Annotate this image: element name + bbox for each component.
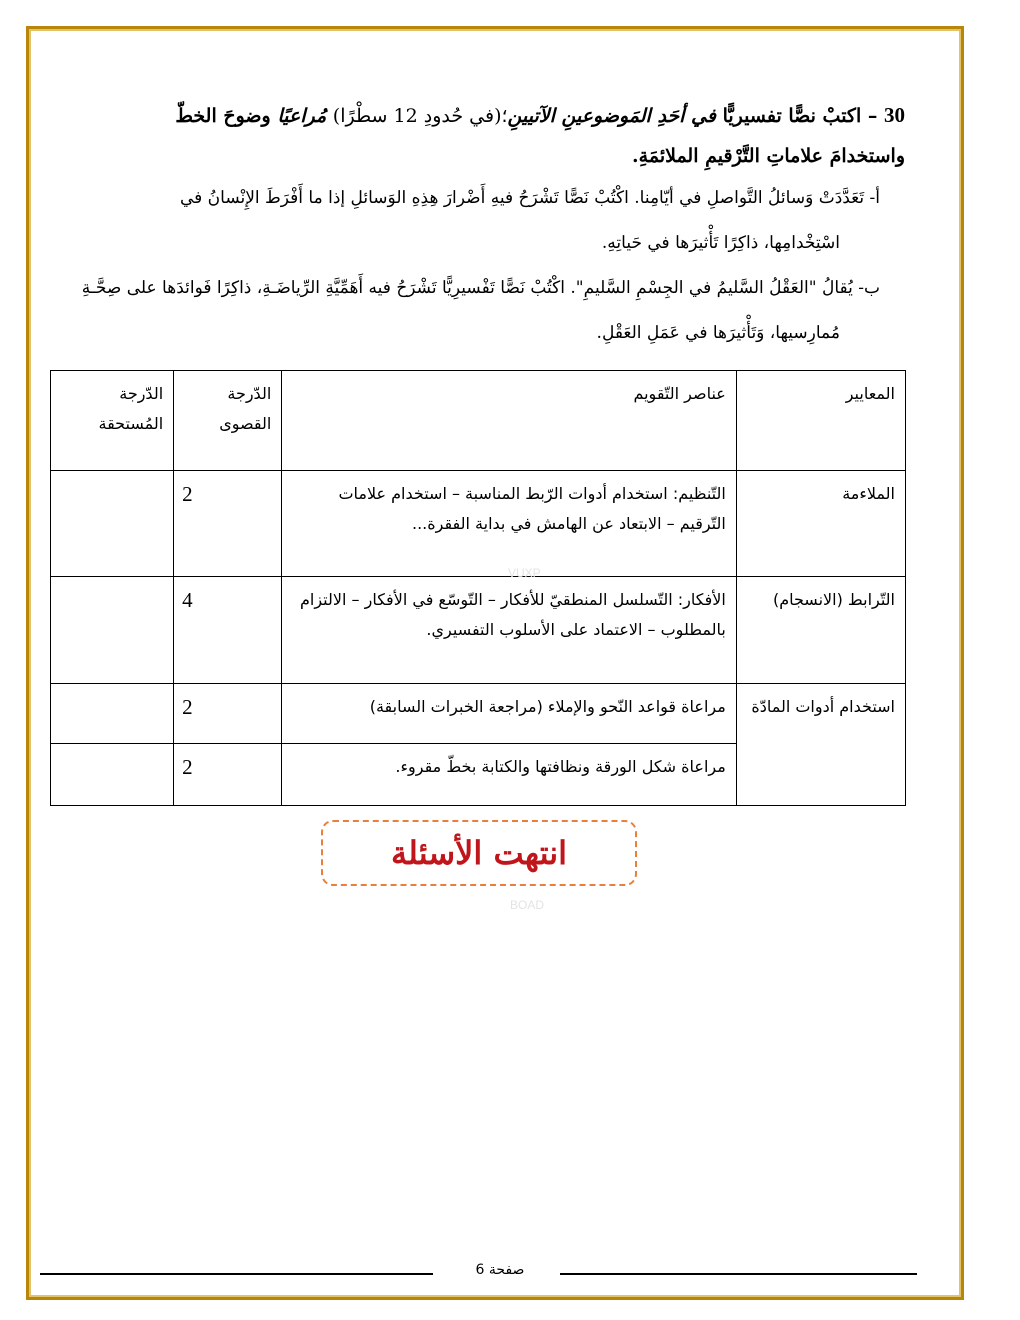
header-criteria: المعايير: [736, 371, 905, 471]
row-max-score: 4: [174, 577, 282, 684]
row-elements: التّنظيم: استخدام أدوات الرّبط المناسبة – استخدام علامات التّرقيم – الابتعاد عن الهامش في بداية الفقرة...: [282, 471, 737, 577]
table-row: [51, 577, 906, 684]
row-criteria: استخدام أدوات المادّة: [736, 684, 905, 806]
question-title-bold: – اكتبْ نصًّا تفسيريًّا: [722, 105, 878, 127]
question-title-limit: ؛(في حُدودِ 12 سطْرًا): [332, 105, 508, 127]
row-max-score: 2: [174, 744, 282, 806]
row-criteria: الملاءمة: [736, 471, 905, 577]
table-row: [51, 684, 906, 744]
row-max-score: 2: [174, 471, 282, 577]
row-criteria: التّرابط (الانسجام): [736, 577, 905, 684]
row-elements: مراعاة قواعد النّحو والإملاء (مراجعة الخبرات السابقة): [282, 684, 737, 744]
header-elements: عناصر التّقويم: [282, 371, 737, 471]
question-title-italic2: مُراعيًا: [277, 105, 327, 127]
header-max-score: الدّرجة القصوى: [174, 371, 282, 471]
topic-a: [50, 176, 905, 266]
topic-a-line1: أ- تَعَدَّدَتْ وَسائلُ التَّواصلِ في أيّامِنا. اكْتُبْ نَصًّا تَشْرَحُ فيهِ أَضْرارَ هِذِهِ الوَسائلِ إذا ما أَفْرَطَ الإِنْسانُ في: [179, 188, 880, 208]
rubric-table: [50, 370, 906, 806]
end-message: انتهت الأسئلة: [390, 834, 568, 872]
row-earned-score[interactable]: [51, 471, 174, 577]
watermark-2: BOAD: [510, 898, 545, 912]
topic-a-line2: اسْتِخْدامِها، ذاكِرًا تَأْثيرَها في حَياتِهِ.: [601, 233, 840, 253]
end-message-box: [321, 820, 637, 886]
footer-line-left: [40, 1273, 433, 1275]
row-elements: الأفكار: التّسلسل المنطقيّ للأفكار – التّوسّع في الأفكار – الالتزام بالمطلوب – الاعتماد على الأسلوب التفسيري.: [282, 577, 737, 684]
header-earned-score: الدّرجة المُستحقة: [51, 371, 174, 471]
page-number: صفحة 6: [475, 1262, 525, 1278]
question-number: 30: [884, 103, 905, 127]
row-earned-score[interactable]: [51, 744, 174, 806]
footer-line-right: [560, 1273, 917, 1275]
row-earned-score[interactable]: [51, 577, 174, 684]
question-title-italic: في أحَدِ المَوضوعينِ الآتيينِ: [507, 105, 716, 127]
question-title: [50, 95, 905, 136]
question-title-line2: واستخدامَ علاماتِ التَّرْقيمِ الملائمَةِ.: [632, 145, 905, 167]
question-block: [50, 95, 905, 356]
table-header-row: [51, 371, 906, 471]
question-title-end: وضوحَ الخطّ: [175, 105, 271, 127]
table-row: [51, 471, 906, 577]
row-max-score: 2: [174, 684, 282, 744]
row-earned-score[interactable]: [51, 684, 174, 744]
topic-b-line2: مُمارِسيها، وَتَأْثيرَها في عَمَلِ العَقْلِ.: [596, 323, 840, 343]
row-elements: مراعاة شكل الورقة ونظافتها والكتابة بخطّ مقروء.: [282, 744, 737, 806]
watermark-1: VUXP: [508, 566, 541, 580]
topic-b: [50, 266, 905, 356]
topic-b-line1: ب- يُقالُ "العَقْلُ السَّليمُ في الجِسْمِ السَّليمِ". اكْتُبْ نَصًّا تَفْسيرِيًّا تَشْرَحُ فيه أَهَمِّيَّةِ الرِّياضَـةِ، ذاكِرًا فَوائدَها على صِحَّـةِ: [81, 278, 880, 298]
